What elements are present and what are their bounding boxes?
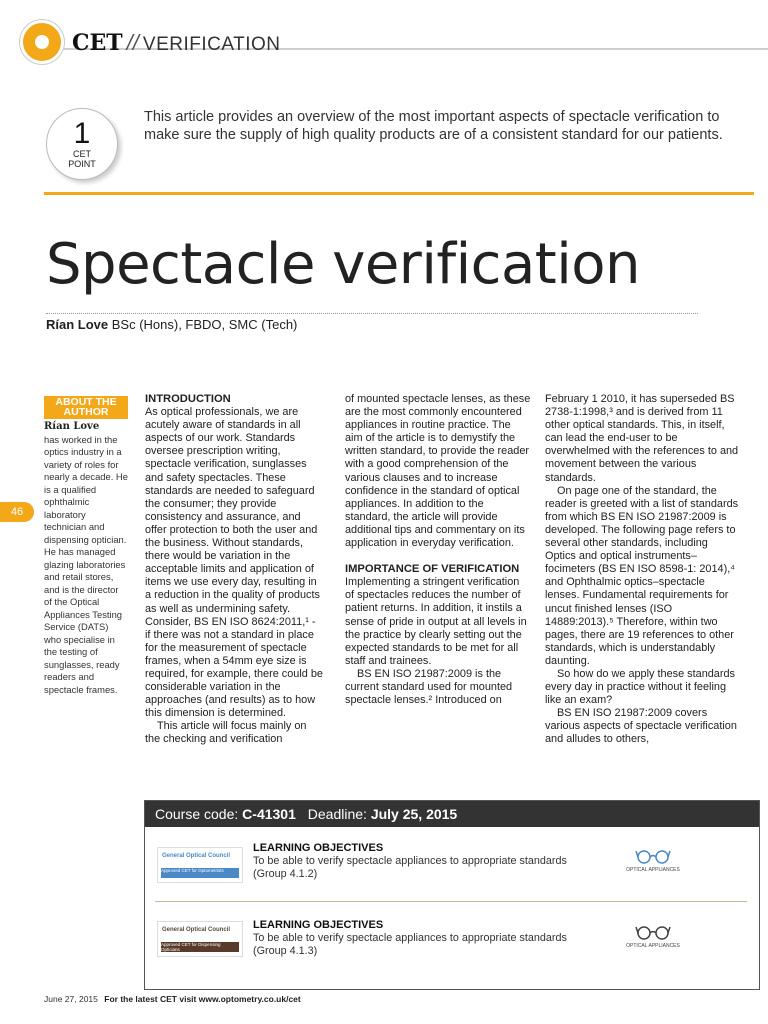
about-author-body <box>44 421 128 696</box>
paragraph: February 1 2010, it has superseded BS 2738-1:1998,³ and is derived from 11 other optical standards. This, in itself, can lead the end-user to be overwhelmed with the references to and movement between the various standards. <box>545 393 739 484</box>
intro-heading: INTRODUCTION <box>145 393 231 405</box>
author-credentials: BSc (Hons), FBDO, SMC (Tech) <box>108 317 298 332</box>
course-code: C-41301 <box>242 806 296 822</box>
footer-date: June 27, 2015 <box>44 994 98 1004</box>
learning-objective <box>253 919 573 958</box>
paragraph: On page one of the standard, the reader is greeted with a list of standards from which BS EN ISO 21987:2009 is developed. The following page refers to several other standards, including Optics and optical instruments–focimeters (BS EN ISO 8598-1: 2014),⁴ and Ophthalmic optics–spectacle lenses. Fundamental requirements for uncut finished lenses (ISO 14889:2013).⁵ Therefore, within two pages, there are 19 references to other standards, which is understandably daunting. <box>545 484 739 667</box>
title-dotted-rule <box>46 313 698 314</box>
header-separator: // <box>126 30 139 55</box>
footer-link-text[interactable]: For the latest CET visit www.optometry.co.uk/cet <box>104 994 301 1004</box>
cet-point-badge <box>46 108 118 180</box>
about-author-name: Rían Love <box>44 421 100 432</box>
goc-logo <box>157 921 243 957</box>
learning-objective-text: To be able to verify spectacle appliances to appropriate standards (Group 4.1.2) <box>253 855 567 880</box>
deadline-date: July 25, 2015 <box>370 806 458 822</box>
goc-logo-sub: Approved CET for Optometrists <box>161 868 239 878</box>
goc-logo-name: General Optical Council <box>162 853 231 859</box>
column-3 <box>545 393 741 747</box>
cet-point-label-2: POINT <box>68 159 96 169</box>
paragraph: This article will focus mainly on the checking and verification <box>145 720 307 746</box>
about-author-heading: ABOUT THE AUTHOR <box>44 396 128 419</box>
optical-appliances-label: OPTICAL APPLIANCES <box>626 867 680 873</box>
paragraph: BS EN ISO 21987:2009 covers various aspects of spectacle verification and alludes to others, <box>545 707 737 746</box>
learning-objective-title: LEARNING OBJECTIVES <box>253 919 384 931</box>
course-bar <box>145 801 759 827</box>
column-1 <box>145 393 323 747</box>
paragraph: of mounted spectacle lenses, as these are the most commonly encountered appliances in routine practice. The aim of the article is to demystify the written standard, to provide the reader with a good comprehension of the various clauses and to increase confidence in the standard of optical appliances. In addition to the standard, the article will provide additional tips and commentary on its application in everyday verification. <box>345 393 531 550</box>
footer <box>44 994 301 1004</box>
section-label: VERIFICATION <box>142 34 281 55</box>
learning-objective-title: LEARNING OBJECTIVES <box>253 842 384 854</box>
cet-point-label-1: CET <box>73 149 91 159</box>
paragraph: BS EN ISO 21987:2009 is the current standard used for mounted spectacle lenses.² Introduced on <box>345 667 513 707</box>
about-author-text: has worked in the optics industry in a variety of roles for nearly a decade. He is a qualified ophthalmic laboratory technician and dispensing optician. He has managed glazing laboratories and retail stores, and is the director of the Optical Appliances Testing Service (DATS) who specialise in the testing of sunglasses, ready readers and spectacle frames. <box>44 433 128 695</box>
course-code-label: Course code: <box>155 806 243 822</box>
section-circle-icon <box>20 20 64 64</box>
intro-text: This article provides an overview of the most important aspects of spectacle verification to make sure the supply of high quality products are of a consistent standard for our patients. <box>144 109 723 143</box>
course-box <box>144 800 760 990</box>
paragraph: As optical professionals, we are acutely aware of standards in all aspects of our work. Standards oversee prescription writing, spectacle verification, sunglasses and safety spectacles. These standards are needed to safeguard the consumer; they provide consistency and assurance, and offer protection to both the user and the business. Without standards, there would be variation in the acceptable limits and application of items we use every day, resulting in a reduction in the quality of products as well as undermining safety. Consider, BS EN ISO 8624:2011,¹ - if there was not a standard in place for the measurement of spectacle frames, when a 54mm eye size is required, for example, there could be considerable variation in the approaches (and results) as to how this dimension is determined. <box>145 406 323 720</box>
goc-logo <box>157 847 243 883</box>
learning-objective <box>253 842 573 881</box>
importance-heading: IMPORTANCE OF VERIFICATION <box>345 563 520 576</box>
paragraph: So how do we apply these standards every day in practice without it feeling like an exam? <box>545 667 735 707</box>
page-number: 46 <box>0 502 34 522</box>
learning-objective-text: To be able to verify spectacle appliances to appropriate standards (Group 4.1.3) <box>253 932 567 957</box>
goc-logo-sub: Approved CET for Dispensing Opticians <box>161 942 239 952</box>
deadline-label: Deadline: <box>307 806 371 822</box>
column-2 <box>345 393 531 707</box>
section-header <box>72 30 281 58</box>
author-byline <box>46 317 297 333</box>
optical-appliances-icon <box>625 923 681 949</box>
article-title: Spectacle verification <box>46 232 641 297</box>
course-divider <box>155 901 747 902</box>
goc-logo-name: General Optical Council <box>162 927 231 933</box>
optical-appliances-label: OPTICAL APPLIANCES <box>626 943 680 949</box>
paragraph: Implementing a stringent verification of spectacles reduces the number of patient returns. In addition, it instils a sense of pride in output at all levels in the practice by clearly setting out the expected standards to be met for all staff and trainees. <box>345 576 527 667</box>
cet-point-number: 1 <box>73 117 91 150</box>
author-name: Rían Love <box>46 317 109 332</box>
intro-divider <box>44 192 754 195</box>
cet-label: CET <box>72 30 123 56</box>
optical-appliances-icon <box>625 847 681 873</box>
